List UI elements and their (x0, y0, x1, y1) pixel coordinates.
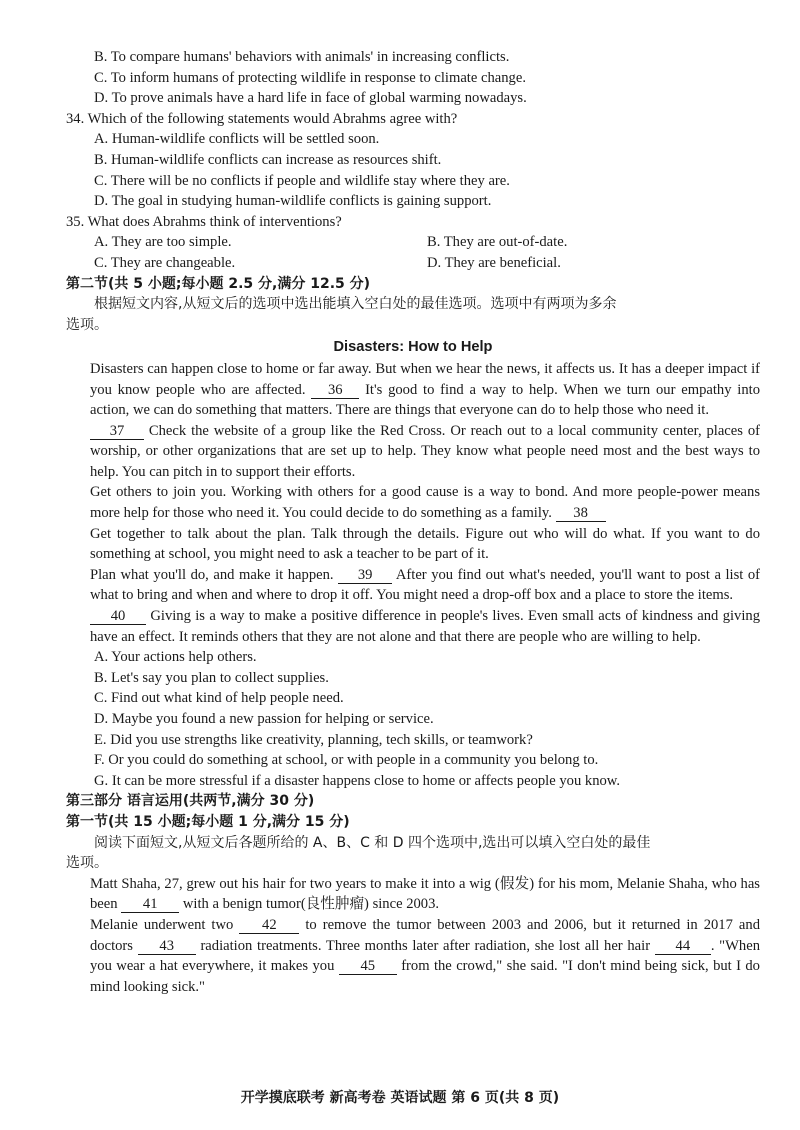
passage-title: Disasters: How to Help (333, 339, 493, 356)
passage-option-b: B. Let's say you plan to collect supplies. (94, 669, 329, 686)
blank-39: 39 (338, 567, 392, 584)
page-footer: 开学摸底联考 新高考卷 英语试题 第 6 页(共 8 页) (240, 1090, 560, 1106)
q35-option-c: C. They are changeable. (94, 254, 236, 271)
passage-option-g: G. It can be more stressful if a disaster happens close to home or affects people you know. (94, 772, 621, 789)
q33-option-c: C. To inform humans of protecting wildlife in response to climate change. (94, 69, 526, 86)
passage-paragraph-2: 37 Check the website of a group like the Red Cross. Or reach out to a local community center, places of worship, or other organizations that are set up to help. They know what people need most and the best ways to help. You can pitch in to support their efforts. (90, 422, 760, 480)
q35-option-d: D. They are beneficial. (427, 254, 561, 271)
blank-42: 42 (239, 917, 299, 934)
exam-page (66, 47, 760, 997)
section2-instruction-cont: 选项。 (66, 316, 108, 333)
blank-38: 38 (556, 505, 606, 522)
passage-paragraph-4: Get together to talk about the plan. Talk through the details. Figure out who will do what. If you want to do something at school, you might need to ask a teacher to be part of it. (90, 525, 760, 563)
passage-paragraph-5: Plan what you'll do, and make it happen. 39 After you find out what's needed, you'll want to post a list of what to bring and when and where to drop it off. You might need a drop-off box and a place to store the items. (90, 566, 761, 604)
passage-option-c: C. Find out what kind of help people need. (94, 690, 344, 707)
q35-options-row2 (66, 253, 760, 274)
q34-option-b: B. Human-wildlife conflicts can increase as resources shift. (94, 151, 442, 168)
q34-stem: 34. Which of the following statements would Abrahms agree with? (66, 110, 458, 127)
q33-option-d: D. To prove animals have a hard life in face of global warming nowadays. (94, 90, 527, 107)
section2-instruction: 根据短文内容,从短文后的选项中选出能填入空白处的最佳选项。选项中有两项为多余 (94, 296, 617, 313)
passage-option-a: A. Your actions help others. (94, 649, 257, 666)
part3-instruction: 阅读下面短文,从短文后各题所给的 A、B、C 和 D 四个选项中,选出可以填入空白处的最佳 (94, 834, 651, 851)
blank-37: 37 (90, 423, 144, 440)
cloze-paragraph-2: Melanie underwent two 42 to remove the tumor between 2003 and 2006, but it returned in 2017 and doctors 43 radiation treatments. Three months later after radiation, she lost all her hair 44 . "When you wear a hat everywhere, it makes you 45 from the crowd," she said. "I don't mind being sick, but I do mind looking sick." (90, 916, 760, 995)
blank-40: 40 (90, 608, 146, 625)
q35-option-a: A. They are too simple. (94, 234, 232, 251)
passage-paragraph-3: Get others to join you. Working with others for a good cause is a way to bond. And more people-power means more help for those who need it. You could decide to do something as a family. 38 (90, 484, 760, 522)
passage-option-d: D. Maybe you found a new passion for helping or service. (94, 711, 434, 727)
q35-options-row1 (66, 232, 760, 253)
q35-stem: 35. What does Abrahms think of interventions? (66, 213, 342, 230)
section2-heading: 第二节(共 5 小题;每小题 2.5 分,满分 12.5 分) (66, 275, 371, 292)
cloze-paragraph-1: Matt Shaha, 27, grew out his hair for two years to make it into a wig (假发) for his mom, Melanie Shaha, who has been 41 with a benign tumor(良性肿瘤) since 2003. (90, 875, 760, 913)
passage-option-f: F. Or you could do something at school, or with people in a community you belong to. (94, 752, 599, 769)
q34-option-a: A. Human-wildlife conflicts will be settled soon. (94, 131, 380, 148)
part3-instruction-cont: 选项。 (66, 855, 108, 872)
blank-45: 45 (339, 958, 397, 975)
part3-heading: 第三部分 语言运用(共两节,满分 30 分) (66, 793, 315, 810)
blank-36: 36 (311, 382, 359, 399)
passage-option-e: E. Did you use strengths like creativity, planning, tech skills, or teamwork? (94, 731, 533, 748)
blank-44: 44 (655, 938, 711, 955)
q34-option-d: D. The goal in studying human-wildlife conflicts is gaining support. (94, 193, 492, 210)
passage-paragraph-6: 40 Giving is a way to make a positive difference in people's lives. Even small acts of kindness and giving have an effect. It reminds others that they are not alone and that there are people who are willing to help. (90, 608, 760, 645)
passage-paragraph-1: Disasters can happen close to home or far away. But when we hear the news, it affects us. It has a deeper impact if you know people who are affected. 36 It's good to find a way to help. When we turn our empathy into action, we can do something that matters. There are things that everyone can do to help those who need it. (90, 360, 760, 419)
q35-option-b: B. They are out-of-date. (427, 234, 568, 251)
q33-option-b: B. To compare humans' behaviors with animals' in increasing conflicts. (94, 49, 510, 65)
blank-43: 43 (138, 938, 196, 955)
part3-section1-heading: 第一节(共 15 小题;每小题 1 分,满分 15 分) (66, 813, 350, 830)
q34-option-c: C. There will be no conflicts if people and wildlife stay where they are. (94, 172, 510, 189)
blank-41: 41 (121, 896, 179, 913)
